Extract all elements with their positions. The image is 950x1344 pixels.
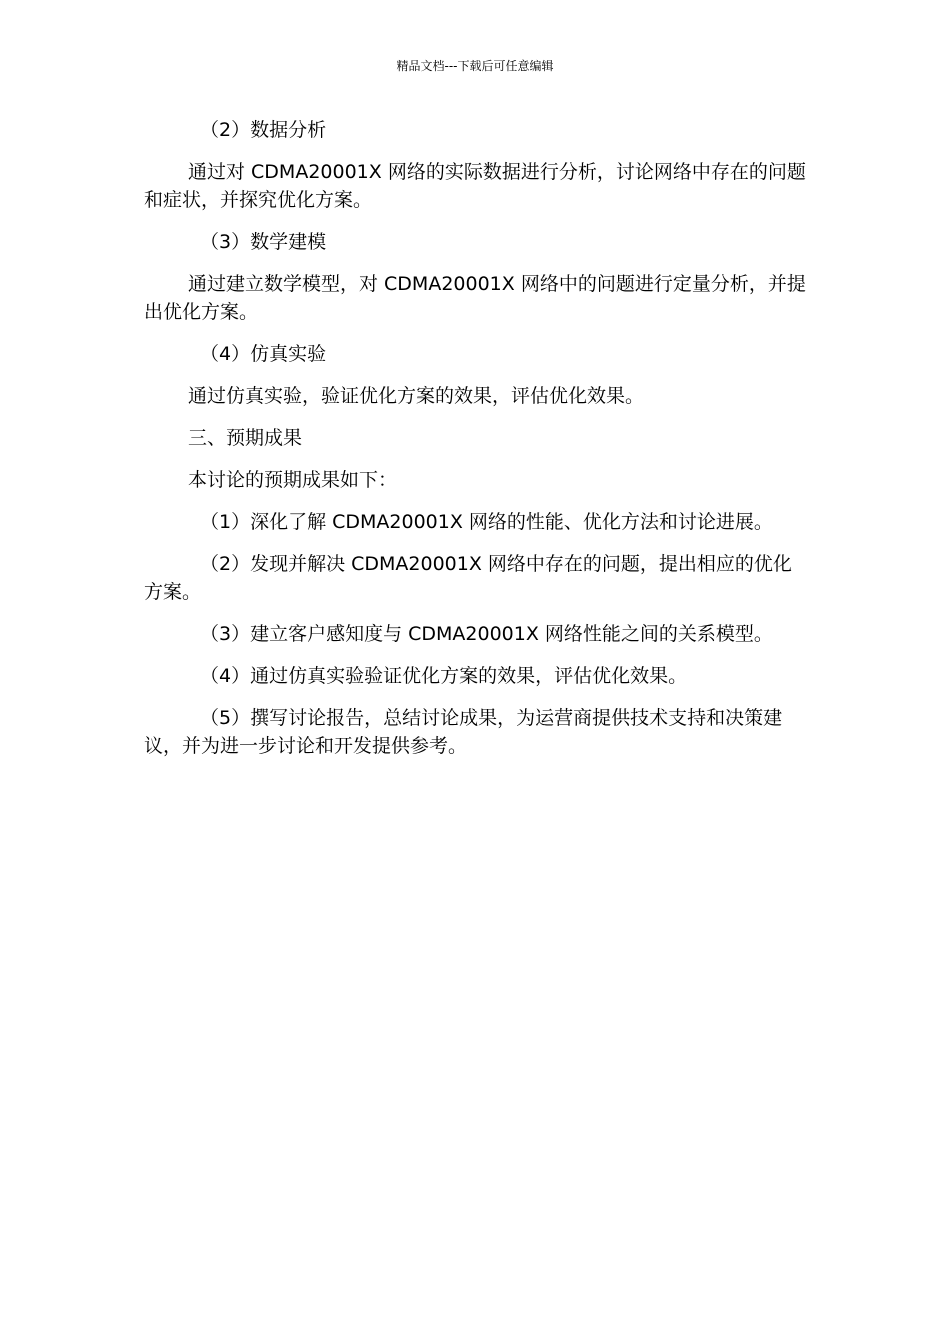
list-item-result-5: （5）撰写讨论报告，总结讨论成果，为运营商提供技术支持和决策建议，并为进一步讨论和开发提供参考。 (144, 707, 783, 757)
subheading-simulation: （4）仿真实验 (200, 343, 327, 365)
list-item-result-2: （2）发现并解决 CDMA20001X 网络中存在的问题，提出相应的优化方案。 (144, 553, 792, 603)
paragraph-simulation: 通过仿真实验，验证优化方案的效果，评估优化效果。 (188, 385, 645, 407)
paragraph-expected-intro: 本讨论的预期成果如下： (188, 469, 398, 491)
page-header: 精品文档---下载后可任意编辑 (396, 59, 554, 73)
section-heading-expected-results: 三、预期成果 (188, 427, 303, 449)
list-item-result-4: （4）通过仿真实验验证优化方案的效果，评估优化效果。 (200, 665, 688, 687)
subheading-math-modeling: （3）数学建模 (200, 231, 327, 253)
list-item-result-3: （3）建立客户感知度与 CDMA20001X 网络性能之间的关系模型。 (200, 623, 773, 645)
list-item-result-1: （1）深化了解 CDMA20001X 网络的性能、优化方法和讨论进展。 (200, 511, 773, 533)
paragraph-math-modeling: 通过建立数学模型，对 CDMA20001X 网络中的问题进行定量分析，并提出优化方案。 (144, 273, 806, 323)
paragraph-data-analysis: 通过对 CDMA20001X 网络的实际数据进行分析，讨论网络中存在的问题和症状，并探究优化方案。 (144, 161, 806, 211)
document-body (144, 116, 809, 774)
subheading-data-analysis: （2）数据分析 (200, 119, 327, 141)
